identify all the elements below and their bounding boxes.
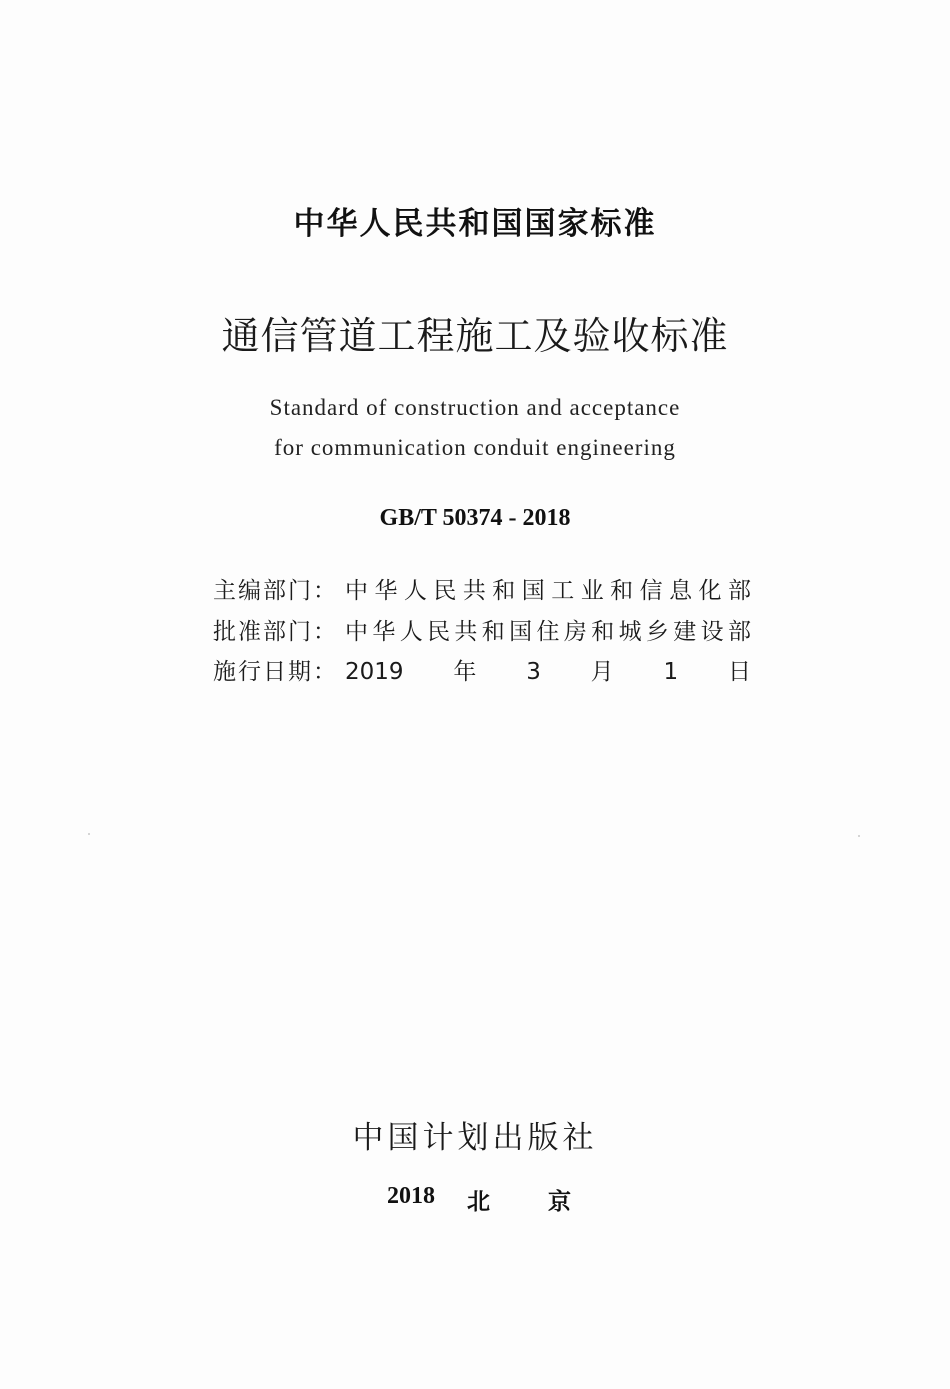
chinese-title: 通信管道工程施工及验收标准 <box>221 314 729 358</box>
approver-department-value: 中华人民共和国住房和城乡建设部 <box>345 619 751 645</box>
effective-date-row <box>213 655 753 689</box>
publication-year: 2018 <box>387 1183 435 1209</box>
effective-date-label: 施行日期： <box>213 659 338 685</box>
national-standard-heading: 中华人民共和国国家标准 <box>293 206 657 242</box>
english-title-line-2: for communication conduit engineering <box>274 435 676 460</box>
publication-city: 北京 <box>467 1189 629 1215</box>
approver-department-row <box>213 615 753 649</box>
scan-speck <box>858 835 860 837</box>
standard-code: GB/T 50374 - 2018 <box>379 505 571 531</box>
editor-department-value: 中华人民共和国工业和信息化部 <box>345 578 751 604</box>
effective-date-value: 2019年3月1日 <box>345 659 751 685</box>
approver-department-label: 批准部门： <box>213 619 338 645</box>
english-title-line-1: Standard of construction and acceptance <box>269 395 681 420</box>
scan-speck <box>88 833 90 835</box>
editor-department-label: 主编部门： <box>213 578 338 604</box>
editor-department-row <box>213 574 753 608</box>
publisher-name: 中国计划出版社 <box>352 1120 598 1156</box>
